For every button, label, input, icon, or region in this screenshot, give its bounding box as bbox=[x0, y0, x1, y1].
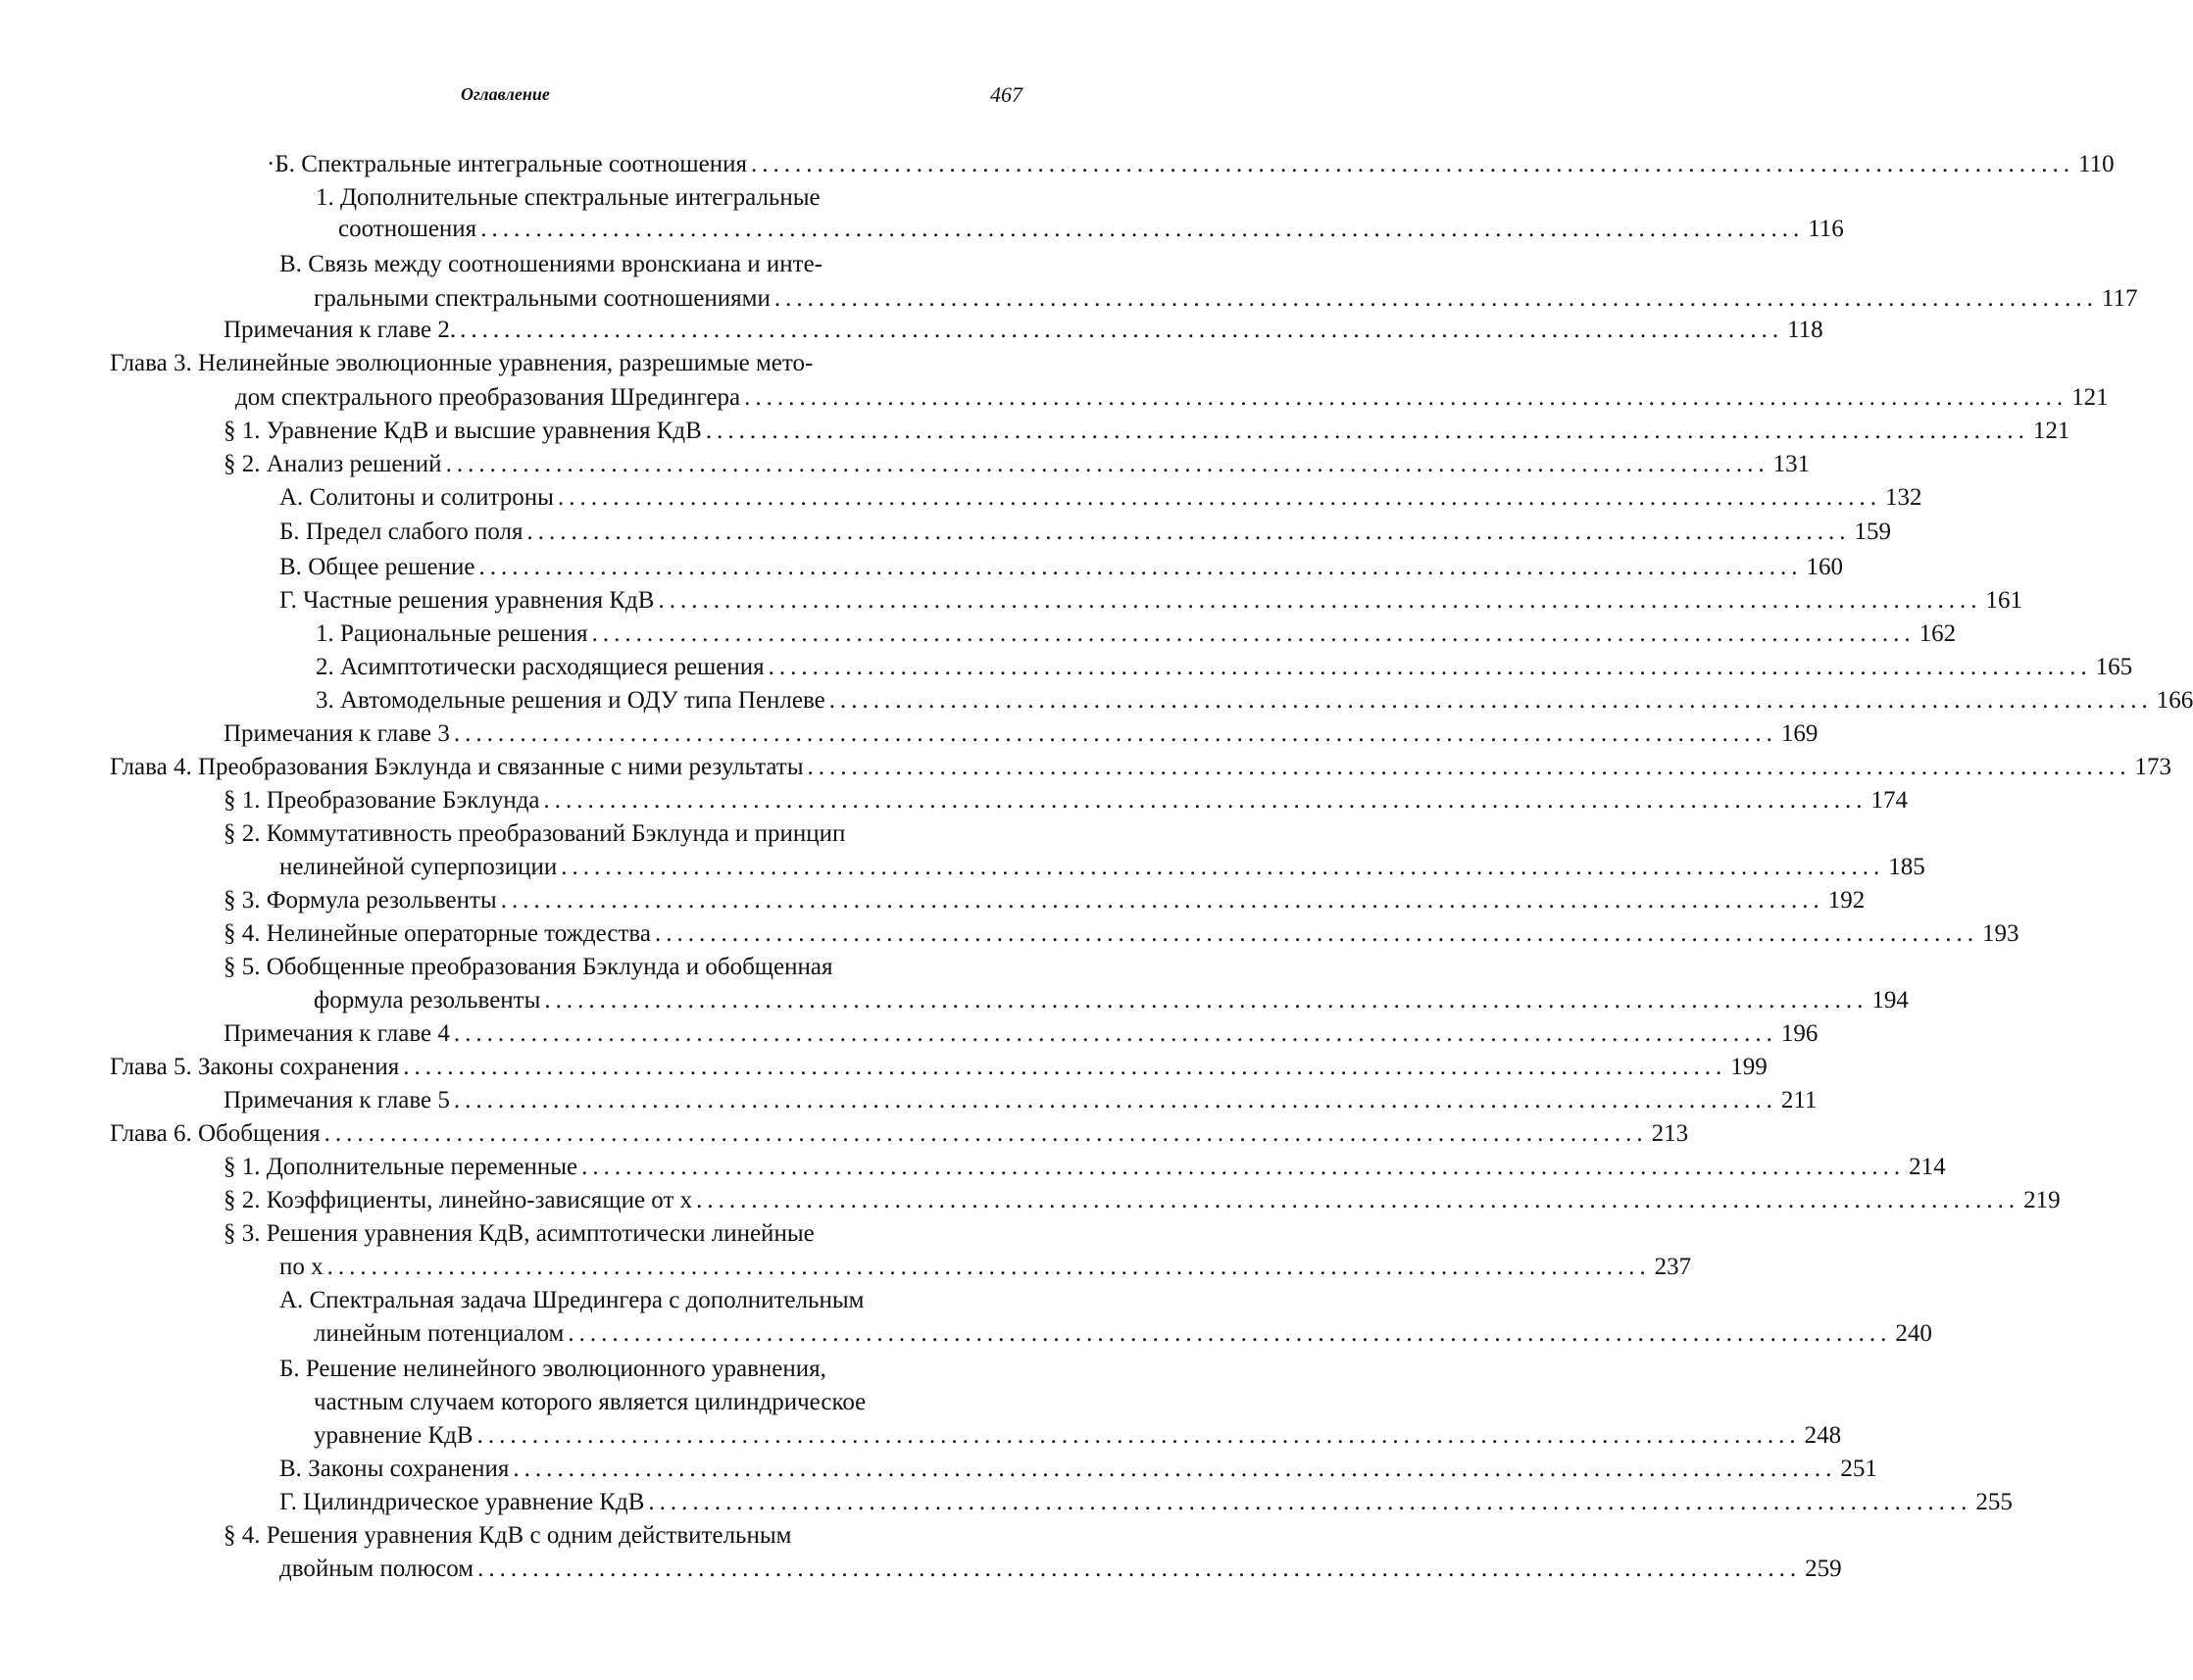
toc-entry-page: 131 bbox=[1773, 449, 1811, 480]
toc-entry-text: Цилиндрическое уравнение КдВ bbox=[303, 1487, 644, 1518]
toc-entry-text: Предел слабого поля bbox=[306, 517, 523, 548]
dot-leader: ........................................................................................................................ bbox=[477, 1554, 1801, 1585]
toc-entry bbox=[224, 449, 978, 480]
toc-entry-text: Нелинейные эволюционные уравнения, разрешимые мето- bbox=[198, 348, 813, 379]
toc-entry-page: 214 bbox=[1909, 1152, 1946, 1183]
toc-entry-text: Преобразование Бэклунда bbox=[267, 785, 540, 816]
dot-leader: ........................................................................................................................ bbox=[454, 718, 1777, 750]
toc-entry-label: Глава 6. bbox=[110, 1118, 198, 1150]
toc-entry-page: 211 bbox=[1781, 1085, 1818, 1116]
toc-entry-text: Примечания к главе 3 bbox=[224, 718, 450, 750]
dot-leader: ........................................................................................................................ bbox=[544, 785, 1868, 816]
toc-entry-page: 132 bbox=[1885, 482, 1922, 514]
toc-entry-label: 2. bbox=[316, 652, 340, 683]
toc-entry-text: Общее решение bbox=[308, 552, 474, 583]
toc-entry-page: 169 bbox=[1781, 718, 1819, 750]
toc-entry bbox=[338, 214, 978, 245]
dot-leader: ........................................................................................................................ bbox=[658, 585, 1981, 617]
toc-entry bbox=[235, 382, 978, 414]
toc-entry-label: § 3. bbox=[224, 885, 267, 916]
toc-entry bbox=[314, 1420, 978, 1452]
toc-entry-text: соотношения bbox=[338, 214, 476, 245]
toc-entry-label: В. bbox=[279, 1454, 308, 1485]
toc-entry-page: 219 bbox=[2023, 1185, 2061, 1216]
toc-entry-text: уравнение КдВ bbox=[314, 1420, 473, 1452]
toc-entry-page: 173 bbox=[2135, 752, 2172, 783]
dot-leader: ........................................................................................................................ bbox=[751, 149, 2074, 180]
toc-entry-text: двойным полюсом bbox=[279, 1554, 473, 1585]
toc-entry-label: § 4. bbox=[224, 918, 267, 950]
toc-entry bbox=[314, 985, 978, 1016]
running-header-title: Оглавление bbox=[461, 84, 550, 105]
toc-entry-label: 3. bbox=[316, 685, 340, 716]
toc-entry-label: Глава 5. bbox=[110, 1052, 198, 1083]
toc-entry-page: 116 bbox=[1808, 214, 1844, 245]
dot-leader: ........................................................................................................................ bbox=[403, 1052, 1726, 1083]
toc-entry-page: 162 bbox=[1919, 618, 1957, 650]
toc-entry bbox=[267, 149, 978, 180]
toc-entry-page: 121 bbox=[2033, 416, 2070, 447]
toc-entry bbox=[224, 718, 978, 750]
toc-entry-page: 199 bbox=[1730, 1052, 1768, 1083]
toc-entry bbox=[224, 785, 978, 816]
toc-entry-label: В. bbox=[279, 249, 308, 280]
toc-entry bbox=[110, 1052, 978, 1083]
toc-entry bbox=[279, 517, 978, 548]
toc-entry-text: гральными спектральными соотношениями bbox=[314, 283, 771, 315]
toc-entry-label: § 5. bbox=[224, 952, 267, 983]
toc-entry-page: 166 bbox=[2157, 685, 2193, 716]
toc-entry-text: Уравнение КдВ и высшие уравнения КдВ bbox=[267, 416, 702, 447]
toc-entry bbox=[110, 348, 813, 379]
toc-entry-label: Глава 4. bbox=[110, 752, 198, 783]
toc-entry bbox=[279, 1554, 978, 1585]
toc-entry-page: 213 bbox=[1652, 1118, 1689, 1150]
toc-entry-label: § 1. bbox=[224, 785, 267, 816]
toc-entry-label: § 1. bbox=[224, 416, 267, 447]
toc-entry-page: 251 bbox=[1840, 1454, 1877, 1485]
dot-leader: ........................................................................................................................ bbox=[581, 1152, 1905, 1183]
toc-entry bbox=[224, 1185, 978, 1216]
toc-entry-text: Спектральная задача Шредингера с дополнительным bbox=[310, 1285, 865, 1316]
toc-entry-page: 255 bbox=[1975, 1487, 2013, 1518]
toc-entry bbox=[279, 1354, 826, 1385]
toc-entry bbox=[314, 1318, 978, 1350]
toc-entry bbox=[224, 1520, 791, 1552]
toc-entry-text: Асимптотически расходящиеся решения bbox=[340, 652, 765, 683]
toc-entry bbox=[279, 1252, 978, 1283]
toc-entry-text: Анализ решений bbox=[267, 449, 442, 480]
toc-entry bbox=[224, 952, 833, 983]
toc-entry bbox=[316, 618, 978, 650]
toc-entry-text: Связь между соотношениями вронскиана и инте- bbox=[308, 249, 822, 280]
toc-entry-text: нелинейной суперпозиции bbox=[279, 852, 557, 883]
toc-entry bbox=[110, 752, 978, 783]
toc-entry bbox=[224, 315, 978, 346]
dot-leader: ........................................................................................................................ bbox=[477, 1420, 1801, 1452]
toc-entry-text: Примечания к главе 5 bbox=[224, 1085, 450, 1116]
toc-entry-page: 240 bbox=[1895, 1318, 1932, 1350]
toc-entry-page: 165 bbox=[2096, 652, 2133, 683]
toc-entry-page: 237 bbox=[1655, 1252, 1692, 1283]
toc-entry bbox=[314, 1387, 866, 1418]
toc-entry bbox=[224, 1018, 978, 1050]
toc-entry-page: 118 bbox=[1787, 315, 1823, 346]
toc-entry-label: Б. bbox=[279, 1354, 306, 1385]
toc-entry bbox=[224, 1218, 815, 1250]
dot-leader: ........................................................................................................................ bbox=[592, 618, 1916, 650]
toc-entry-label: § 4. bbox=[224, 1520, 267, 1552]
toc-entry-page: 160 bbox=[1806, 552, 1843, 583]
toc-entry-label: § 2. bbox=[224, 1185, 267, 1216]
toc-entry-text: Коэффициенты, линейно-зависящие от x bbox=[267, 1185, 692, 1216]
toc-entry-page: 259 bbox=[1805, 1554, 1842, 1585]
toc-entry-text: Обобщенные преобразования Бэклунда и обобщенная bbox=[267, 952, 833, 983]
toc-entry bbox=[279, 1285, 864, 1316]
page-number: 467 bbox=[990, 82, 1022, 108]
toc-entry-label: Г. bbox=[279, 1487, 303, 1518]
toc-entry-text: Солитоны и солитроны bbox=[310, 482, 554, 514]
toc-entry-text: Законы сохранения bbox=[198, 1052, 399, 1083]
toc-entry bbox=[279, 1454, 978, 1485]
dot-leader: ........................................................................................................................ bbox=[454, 1018, 1777, 1050]
toc-entry-text: Дополнительные переменные bbox=[267, 1152, 577, 1183]
toc-entry bbox=[279, 852, 978, 883]
toc-entry-text: Решения уравнения КдВ с одним действительным bbox=[267, 1520, 792, 1552]
toc-entry-text: Автомодельные решения и ОДУ типа Пенлеве bbox=[340, 685, 825, 716]
dot-leader: ........................................................................................................................ bbox=[324, 1118, 1648, 1150]
toc-entry-page: 110 bbox=[2078, 149, 2115, 180]
dot-leader: ........................................................................................................................ bbox=[478, 552, 1802, 583]
toc-entry-page: 174 bbox=[1871, 785, 1909, 816]
toc-entry bbox=[279, 249, 822, 280]
toc-entry-text: Преобразования Бэклунда и связанные с ними результаты bbox=[198, 752, 804, 783]
toc-entry-label: Г. bbox=[279, 585, 303, 617]
dot-leader: ........................................................................................................................ bbox=[513, 1454, 1836, 1485]
dot-leader: ........................................................................................................................ bbox=[446, 449, 1769, 480]
dot-leader: ........................................................................................................................ bbox=[558, 482, 1881, 514]
toc-entry-text: Обобщения bbox=[198, 1118, 321, 1150]
dot-leader: ........................................................................................................................ bbox=[327, 1252, 1651, 1283]
toc-entry bbox=[316, 685, 978, 716]
toc-entry-text: по x bbox=[279, 1252, 324, 1283]
toc-entry-text: Рациональные решения bbox=[340, 618, 588, 650]
toc-entry-text: Коммутативность преобразований Бэклунда и принцип bbox=[267, 818, 846, 850]
toc-entry bbox=[224, 885, 978, 916]
toc-entry-text: Частные решения уравнения КдВ bbox=[303, 585, 654, 617]
dot-leader: ........................................................................................................................ bbox=[655, 918, 1978, 950]
toc-entry-page: 161 bbox=[1985, 585, 2022, 617]
toc-entry bbox=[224, 1152, 978, 1183]
toc-entry bbox=[279, 585, 978, 617]
toc-entry-label: ·Б. bbox=[267, 149, 301, 180]
toc-entry-page: 185 bbox=[1888, 852, 1925, 883]
toc-entry bbox=[316, 652, 978, 683]
dot-leader: ........................................................................................................................ bbox=[829, 685, 2153, 716]
toc-entry bbox=[224, 918, 978, 950]
toc-entry-label: Б. bbox=[279, 517, 306, 548]
toc-entry bbox=[314, 283, 978, 315]
toc-entry-text: дом спектрального преобразования Шредингера bbox=[235, 382, 740, 414]
dot-leader: ........................................................................................................................ bbox=[744, 382, 2068, 414]
toc-entry-label: § 3. bbox=[224, 1218, 267, 1250]
toc-entry-label: § 2. bbox=[224, 449, 267, 480]
dot-leader: ........................................................................................................................ bbox=[544, 985, 1868, 1016]
toc-entry-page: 159 bbox=[1855, 517, 1892, 548]
dot-leader: ........................................................................................................................ bbox=[769, 652, 2092, 683]
toc-entry-label: А. bbox=[279, 482, 310, 514]
toc-entry bbox=[224, 818, 845, 850]
dot-leader: ........................................................................................................................ bbox=[696, 1185, 2019, 1216]
toc-entry-label: А. bbox=[279, 1285, 310, 1316]
toc-entry-page: 196 bbox=[1781, 1018, 1819, 1050]
toc-entry-label: 1. bbox=[316, 182, 340, 214]
toc-entry-text: формула резольвенты bbox=[314, 985, 540, 1016]
toc-entry bbox=[279, 552, 978, 583]
dot-leader: ........................................................................................................................ bbox=[454, 1085, 1777, 1116]
toc-entry-text: Решение нелинейного эволюционного уравнения, bbox=[306, 1354, 826, 1385]
toc-entry bbox=[224, 416, 978, 447]
toc-entry-text: Примечания к главе 4 bbox=[224, 1018, 450, 1050]
dot-leader: ........................................................................................................................ bbox=[561, 852, 1884, 883]
toc-entry-label: Глава 3. bbox=[110, 348, 198, 379]
toc-entry-label: 1. bbox=[316, 618, 340, 650]
toc-entry-page: 121 bbox=[2071, 382, 2109, 414]
table-of-contents bbox=[0, 0, 1176, 1680]
toc-entry bbox=[110, 1118, 978, 1150]
toc-entry bbox=[224, 1085, 978, 1116]
toc-entry-page: 194 bbox=[1871, 985, 1909, 1016]
dot-leader: ........................................................................................................................ bbox=[480, 214, 1804, 245]
toc-entry-text: Формула резольвенты bbox=[267, 885, 497, 916]
toc-entry-text: частным случаем которого является цилиндрическое bbox=[314, 1387, 866, 1418]
toc-entry-label: § 1. bbox=[224, 1152, 267, 1183]
dot-leader: ........................................................................................................................ bbox=[501, 885, 1824, 916]
dot-leader: ........................................................................................................................ bbox=[774, 283, 2098, 315]
toc-entry bbox=[316, 182, 821, 214]
dot-leader: ........................................................................................................................ bbox=[808, 752, 2131, 783]
toc-entry-label: § 2. bbox=[224, 818, 267, 850]
toc-entry-text: Решения уравнения КдВ, асимптотически линейные bbox=[267, 1218, 815, 1250]
toc-entry bbox=[279, 482, 978, 514]
toc-entry-text: Нелинейные операторные тождества bbox=[267, 918, 651, 950]
toc-entry-page: 117 bbox=[2102, 283, 2138, 315]
toc-entry-text: Спектральные интегральные соотношения bbox=[301, 149, 747, 180]
toc-entry-page: 248 bbox=[1805, 1420, 1842, 1452]
toc-entry-page: 192 bbox=[1828, 885, 1866, 916]
toc-entry-text: Дополнительные спектральные интегральные bbox=[340, 182, 821, 214]
dot-leader: ........................................................................................................................ bbox=[460, 315, 1783, 346]
dot-leader: ........................................................................................................................ bbox=[568, 1318, 1891, 1350]
toc-entry-text: Примечания к главе 2. bbox=[224, 315, 456, 346]
toc-entry-label: В. bbox=[279, 552, 308, 583]
dot-leader: ........................................................................................................................ bbox=[648, 1487, 1971, 1518]
dot-leader: ........................................................................................................................ bbox=[527, 517, 1851, 548]
toc-entry-text: линейным потенциалом bbox=[314, 1318, 564, 1350]
toc-entry-text: Законы сохранения bbox=[308, 1454, 509, 1485]
toc-entry-page: 193 bbox=[1982, 918, 2019, 950]
dot-leader: ........................................................................................................................ bbox=[706, 416, 2029, 447]
toc-entry bbox=[279, 1487, 978, 1518]
